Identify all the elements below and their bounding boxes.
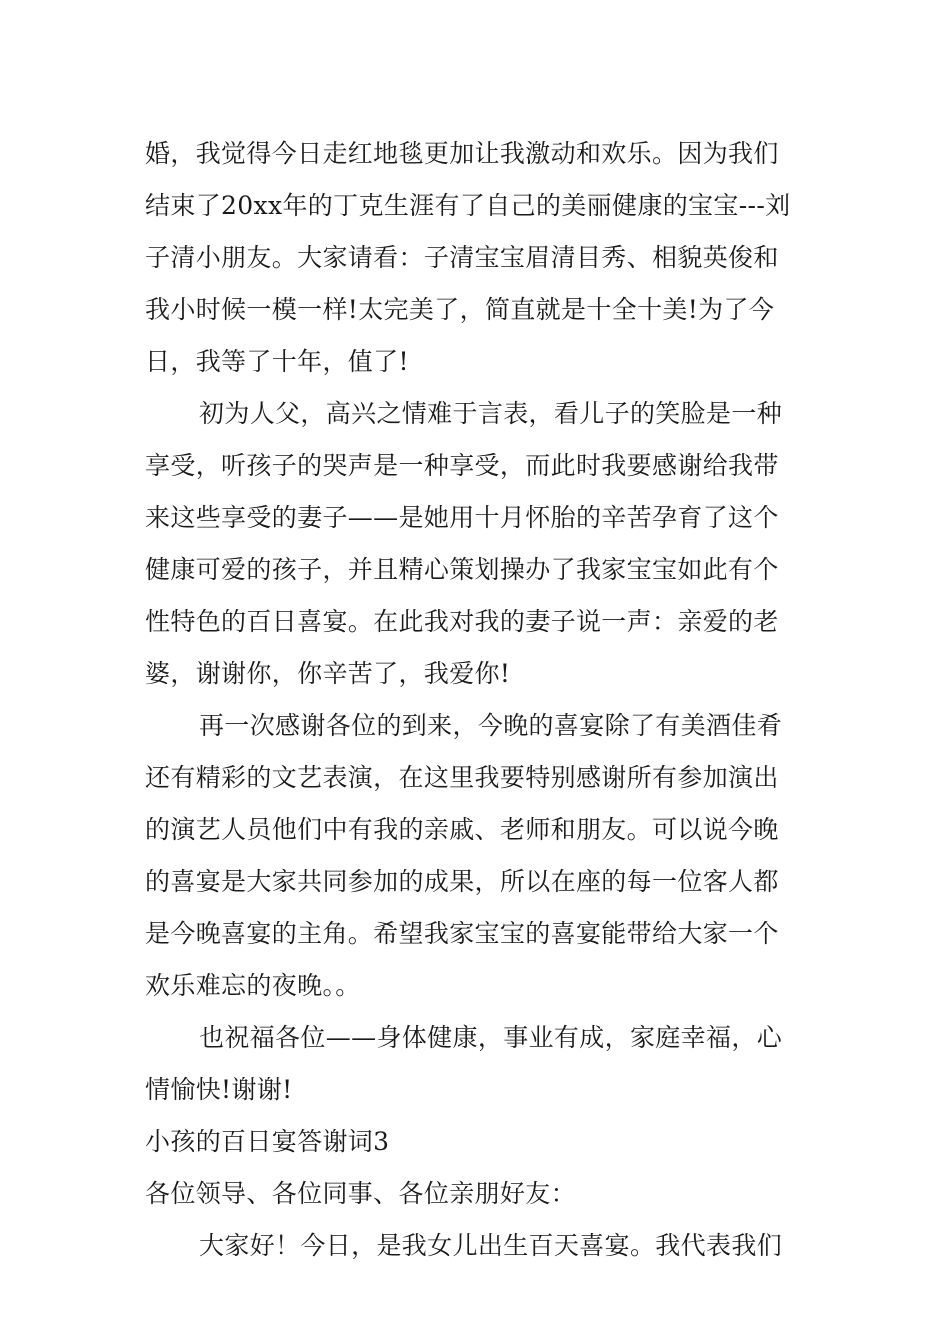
section-heading: 小孩的百日宴答谢词3 (145, 1127, 390, 1156)
text-line: 健康可爱的孩子，并且精心策划操办了我家宝宝如此有个 (145, 555, 779, 584)
text-line: 结束了20xx年的丁克生涯有了自己的美丽健康的宝宝---刘 (145, 191, 791, 220)
text-line: 是今晚喜宴的主角。希望我家宝宝的喜宴能带给大家一个 (145, 919, 779, 948)
text-line: 还有精彩的文艺表演，在这里我要特别感谢所有参加演出 (145, 763, 779, 792)
salutation-line: 各位领导、各位同事、各位亲朋好友： (145, 1179, 576, 1208)
text-line: 婚，我觉得今日走红地毯更加让我激动和欢乐。因为我们 (145, 139, 779, 168)
text-line: 的演艺人员他们中有我的亲戚、老师和朋友。可以说今晚 (145, 815, 779, 844)
text-line: 来这些享受的妻子——是她用十月怀胎的辛苦孕育了这个 (145, 503, 779, 532)
paragraph-start-line: 初为人父，高兴之情难于言表，看儿子的笑脸是一种 (199, 399, 783, 428)
paragraph-start-line: 也祝福各位——身体健康，事业有成，家庭幸福，心 (199, 1023, 783, 1052)
text-line: 子清小朋友。大家请看：子清宝宝眉清目秀、相貌英俊和 (145, 243, 779, 272)
document-body (145, 128, 810, 1272)
text-line: 性特色的百日喜宴。在此我对我的妻子说一声：亲爱的老 (145, 607, 779, 636)
text-line: 享受，听孩子的哭声是一种享受，而此时我要感谢给我带 (145, 451, 779, 480)
text-line: 欢乐难忘的夜晚。。 (145, 971, 361, 1000)
text-line: 我小时候一模一样!太完美了，简直就是十全十美!为了今 (145, 295, 775, 324)
text-line: 情愉快!谢谢! (145, 1075, 293, 1104)
text-line: 婆，谢谢你，你辛苦了，我爱你! (145, 659, 511, 688)
text-line: 的喜宴是大家共同参加的成果，所以在座的每一位客人都 (145, 867, 779, 896)
text-line: 日，我等了十年，值了! (145, 347, 409, 376)
paragraph-start-line: 再一次感谢各位的到来，今晚的喜宴除了有美酒佳肴 (199, 711, 783, 740)
paragraph-start-line: 大家好！今日，是我女儿出生百天喜宴。我代表我们 (199, 1231, 783, 1260)
